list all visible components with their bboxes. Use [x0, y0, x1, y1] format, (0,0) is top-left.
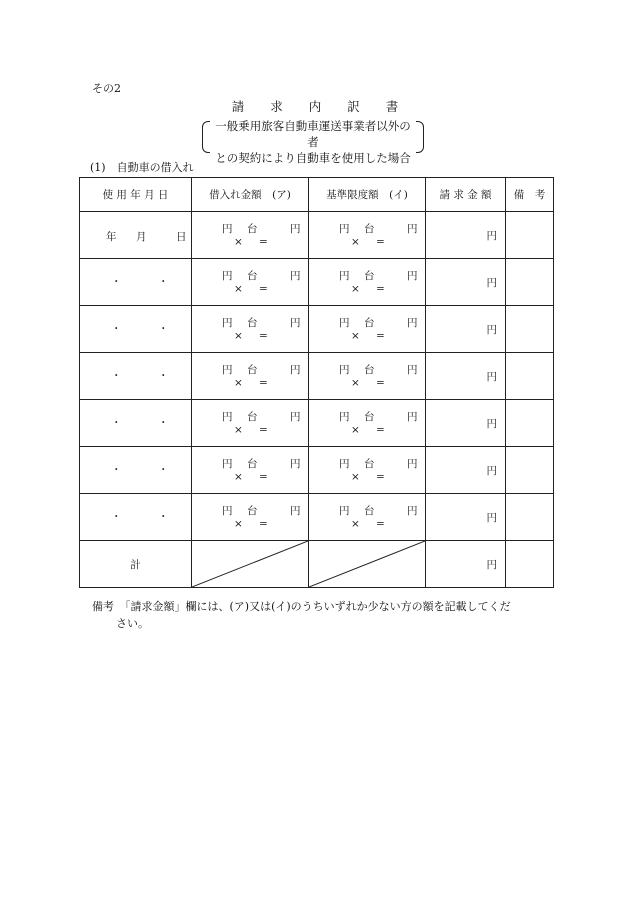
- date-cell[interactable]: [80, 447, 192, 494]
- table-row: [80, 447, 554, 494]
- yen-label: 円: [290, 458, 301, 470]
- table-row: [80, 494, 554, 541]
- table-row: [80, 212, 554, 259]
- yen-label: 円: [222, 270, 233, 282]
- vehicle-count-label: 台: [364, 411, 375, 423]
- date-separator: ・: [111, 464, 122, 476]
- equals-sign: =: [259, 236, 268, 248]
- scope-note: [210, 118, 416, 166]
- year-label: 年: [106, 231, 117, 243]
- equals-sign: =: [376, 424, 385, 436]
- multiply-sign: ×: [234, 377, 243, 389]
- remarks-note: [92, 598, 562, 632]
- scope-line-1: 一般乗用旅客自動車運送事業者以外の者: [215, 119, 411, 149]
- equals-sign: =: [259, 283, 268, 295]
- multiply-sign: ×: [351, 236, 360, 248]
- diagonal-line: [309, 541, 425, 587]
- vehicle-count-label: 台: [364, 364, 375, 376]
- multiply-sign: ×: [234, 236, 243, 248]
- total-label: 計: [80, 541, 192, 588]
- standard-limit-cell[interactable]: [309, 447, 426, 494]
- yen-label: 円: [339, 270, 350, 282]
- yen-label: 円: [339, 317, 350, 329]
- left-bracket: [202, 121, 210, 153]
- table-row: [80, 306, 554, 353]
- note-label: 備考: [92, 600, 114, 613]
- multiply-sign: ×: [234, 518, 243, 530]
- vehicle-count-label: 台: [247, 223, 258, 235]
- vehicle-count-label: 台: [364, 505, 375, 517]
- header-standard-limit: 基準限度額 (イ): [309, 178, 426, 212]
- header-claim-amount: 請 求 金 額: [426, 178, 506, 212]
- multiply-sign: ×: [234, 471, 243, 483]
- standard-limit-cell[interactable]: [309, 400, 426, 447]
- date-cell[interactable]: [80, 212, 192, 259]
- section-heading: (1) 自動車の借入れ: [90, 161, 194, 174]
- claim-amount-cell[interactable]: 円: [426, 400, 506, 447]
- date-separator: ・: [111, 417, 122, 429]
- total-row: [80, 541, 554, 588]
- date-cell[interactable]: [80, 353, 192, 400]
- table-row: [80, 353, 554, 400]
- claim-amount-cell[interactable]: 円: [426, 353, 506, 400]
- document-number: その2: [92, 82, 121, 95]
- claim-amount-cell[interactable]: 円: [426, 212, 506, 259]
- yen-label: 円: [407, 505, 418, 517]
- header-borrow-amount: 借入れ金額 (ア): [192, 178, 309, 212]
- yen-label: 円: [407, 411, 418, 423]
- yen-label: 円: [407, 458, 418, 470]
- standard-limit-cell[interactable]: [309, 212, 426, 259]
- header-remarks: 備 考: [506, 178, 554, 212]
- vehicle-count-label: 台: [364, 317, 375, 329]
- multiply-sign: ×: [351, 518, 360, 530]
- total-claim-amount-cell[interactable]: 円: [426, 541, 506, 588]
- claim-breakdown-table: [79, 177, 554, 588]
- borrow-amount-cell[interactable]: [192, 212, 309, 259]
- date-separator: ・: [158, 417, 169, 429]
- header-date: 使 用 年 月 日: [80, 178, 192, 212]
- equals-sign: =: [376, 518, 385, 530]
- month-label: 月: [136, 231, 147, 243]
- yen-label: 円: [290, 411, 301, 423]
- yen-label: 円: [222, 364, 233, 376]
- multiply-sign: ×: [351, 377, 360, 389]
- equals-sign: =: [376, 236, 385, 248]
- yen-label: 円: [407, 317, 418, 329]
- total-standard-limit-cell-diagonal: [309, 541, 426, 588]
- borrow-amount-cell[interactable]: [192, 494, 309, 541]
- claim-amount-cell[interactable]: 円: [426, 494, 506, 541]
- scope-line-2: との契約により自動車を使用した場合: [215, 151, 411, 165]
- yen-label: 円: [339, 411, 350, 423]
- yen-label: 円: [290, 505, 301, 517]
- multiply-sign: ×: [234, 283, 243, 295]
- total-remarks-cell[interactable]: [506, 541, 554, 588]
- vehicle-count-label: 台: [364, 223, 375, 235]
- diagonal-line: [192, 541, 308, 587]
- multiply-sign: ×: [351, 424, 360, 436]
- borrow-amount-cell[interactable]: [192, 306, 309, 353]
- date-cell[interactable]: [80, 400, 192, 447]
- standard-limit-cell[interactable]: [309, 306, 426, 353]
- date-separator: ・: [111, 370, 122, 382]
- yen-label: 円: [290, 317, 301, 329]
- table-row: [80, 259, 554, 306]
- claim-amount-cell[interactable]: 円: [426, 306, 506, 353]
- yen-label: 円: [339, 223, 350, 235]
- remarks-cell[interactable]: [506, 400, 554, 447]
- date-cell[interactable]: [80, 259, 192, 306]
- multiply-sign: ×: [234, 424, 243, 436]
- equals-sign: =: [376, 330, 385, 342]
- remarks-cell[interactable]: [506, 212, 554, 259]
- equals-sign: =: [376, 377, 385, 389]
- date-separator: ・: [158, 464, 169, 476]
- table-row: [80, 400, 554, 447]
- document-title: 請 求 内 訳 書: [231, 99, 399, 114]
- table-header-row: [80, 178, 554, 212]
- yen-label: 円: [407, 364, 418, 376]
- vehicle-count-label: 台: [247, 270, 258, 282]
- borrow-amount-cell[interactable]: [192, 353, 309, 400]
- yen-label: 円: [290, 270, 301, 282]
- yen-label: 円: [222, 505, 233, 517]
- claim-amount-cell[interactable]: 円: [426, 447, 506, 494]
- note-text: 「請求金額」欄には、(ア)又は(イ)のうちいずれか少ない方の額を記載してくだ: [125, 600, 511, 613]
- yen-label: 円: [407, 270, 418, 282]
- vehicle-count-label: 台: [247, 317, 258, 329]
- remarks-cell[interactable]: [506, 494, 554, 541]
- vehicle-count-label: 台: [364, 270, 375, 282]
- borrow-amount-cell[interactable]: [192, 447, 309, 494]
- vehicle-count-label: 台: [247, 458, 258, 470]
- yen-label: 円: [290, 364, 301, 376]
- equals-sign: =: [259, 377, 268, 389]
- yen-label: 円: [407, 223, 418, 235]
- date-cell[interactable]: [80, 306, 192, 353]
- multiply-sign: ×: [351, 283, 360, 295]
- borrow-amount-cell[interactable]: [192, 400, 309, 447]
- total-borrow-amount-cell-diagonal: [192, 541, 309, 588]
- yen-label: 円: [339, 458, 350, 470]
- remarks-cell[interactable]: [506, 447, 554, 494]
- standard-limit-cell[interactable]: [309, 259, 426, 306]
- date-separator: ・: [158, 276, 169, 288]
- date-separator: ・: [111, 276, 122, 288]
- date-separator: ・: [158, 323, 169, 335]
- yen-label: 円: [290, 223, 301, 235]
- remarks-cell[interactable]: [506, 306, 554, 353]
- vehicle-count-label: 台: [364, 458, 375, 470]
- equals-sign: =: [259, 424, 268, 436]
- multiply-sign: ×: [351, 330, 360, 342]
- borrow-amount-cell[interactable]: [192, 259, 309, 306]
- standard-limit-cell[interactable]: [309, 353, 426, 400]
- date-separator: ・: [158, 511, 169, 523]
- date-cell[interactable]: [80, 494, 192, 541]
- multiply-sign: ×: [351, 471, 360, 483]
- yen-label: 円: [222, 317, 233, 329]
- equals-sign: =: [376, 471, 385, 483]
- yen-label: 円: [222, 411, 233, 423]
- remarks-cell[interactable]: [506, 259, 554, 306]
- date-separator: ・: [158, 370, 169, 382]
- date-separator: ・: [111, 323, 122, 335]
- equals-sign: =: [376, 283, 385, 295]
- vehicle-count-label: 台: [247, 505, 258, 517]
- vehicle-count-label: 台: [247, 364, 258, 376]
- multiply-sign: ×: [234, 330, 243, 342]
- vehicle-count-label: 台: [247, 411, 258, 423]
- standard-limit-cell[interactable]: [309, 494, 426, 541]
- equals-sign: =: [259, 518, 268, 530]
- date-separator: ・: [111, 511, 122, 523]
- equals-sign: =: [259, 471, 268, 483]
- remarks-cell[interactable]: [506, 353, 554, 400]
- day-label: 日: [176, 231, 187, 243]
- note-continuation: さい。: [116, 617, 149, 630]
- yen-label: 円: [222, 223, 233, 235]
- yen-label: 円: [339, 505, 350, 517]
- yen-label: 円: [222, 458, 233, 470]
- yen-label: 円: [339, 364, 350, 376]
- right-bracket: [416, 121, 424, 153]
- equals-sign: =: [259, 330, 268, 342]
- claim-amount-cell[interactable]: 円: [426, 259, 506, 306]
